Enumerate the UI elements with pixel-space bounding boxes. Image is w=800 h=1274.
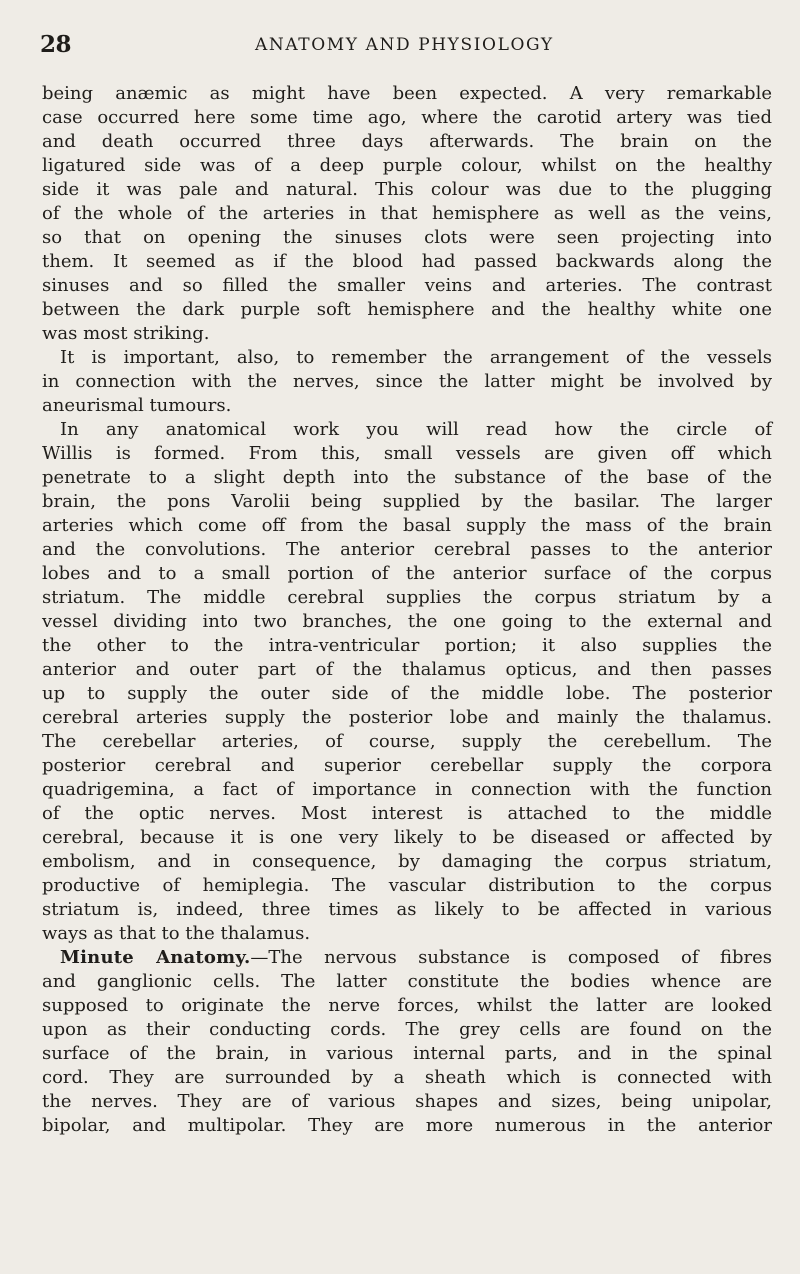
text-line: arteries which come off from the basal supply the mass of the brain bbox=[42, 515, 772, 536]
text-line: anterior and outer part of the thalamus opticus, and then passes bbox=[42, 659, 772, 680]
section-heading: Minute Anatomy. bbox=[60, 947, 251, 968]
text-line: embolism, and in consequence, by damaging the corpus striatum, bbox=[42, 851, 772, 872]
text-line: and the convolutions. The anterior cerebral passes to the anterior bbox=[42, 539, 772, 560]
text-line: striatum. The middle cerebral supplies the corpus striatum by a bbox=[42, 587, 772, 608]
text-line: upon as their conducting cords. The grey cells are found on the bbox=[42, 1019, 772, 1040]
text-line: of the optic nerves. Most interest is attached to the middle bbox=[42, 803, 772, 824]
paragraph-start-line: In any anatomical work you will read how the circle of bbox=[60, 419, 772, 440]
text-line: and death occurred three days afterwards. The brain on the bbox=[42, 131, 772, 152]
running-head bbox=[40, 28, 770, 62]
text-line: was most striking. bbox=[42, 323, 210, 344]
text-line: vessel dividing into two branches, the one going to the external and bbox=[42, 611, 772, 632]
text-line: aneurismal tumours. bbox=[42, 395, 232, 416]
text-line: them. It seemed as if the blood had passed backwards along the bbox=[42, 251, 772, 272]
text-line: the nerves. They are of various shapes and sizes, being unipolar, bbox=[42, 1091, 772, 1112]
running-title: ANATOMY AND PHYSIOLOGY bbox=[255, 35, 554, 55]
body-text bbox=[42, 82, 772, 1138]
text-line: ligatured side was of a deep purple colour, whilst on the healthy bbox=[42, 155, 772, 176]
text-line: bipolar, and multipolar. They are more numerous in the anterior bbox=[42, 1115, 772, 1136]
text-line: cord. They are surrounded by a sheath which is connected with bbox=[42, 1067, 772, 1088]
section-first-line bbox=[42, 946, 772, 970]
text-line: supposed to originate the nerve forces, whilst the latter are looked bbox=[42, 995, 772, 1016]
text-line: productive of hemiplegia. The vascular distribution to the corpus bbox=[42, 875, 772, 896]
text-line: penetrate to a slight depth into the substance of the base of the bbox=[42, 467, 772, 488]
text-line: in connection with the nerves, since the latter might be involved by bbox=[42, 371, 772, 392]
text-line: brain, the pons Varolii being supplied by the basilar. The larger bbox=[42, 491, 772, 512]
text-line: side it was pale and natural. This colour was due to the plugging bbox=[42, 179, 772, 200]
text-line: case occurred here some time ago, where the carotid artery was tied bbox=[42, 107, 772, 128]
text-line: Willis is formed. From this, small vessels are given off which bbox=[42, 443, 772, 464]
text-line: between the dark purple soft hemisphere and the healthy white one bbox=[42, 299, 772, 320]
text-line: and ganglionic cells. The latter constitute the bodies whence are bbox=[42, 971, 772, 992]
section-first-line-text: —The nervous substance is composed of fibres bbox=[250, 947, 772, 968]
text-line: so that on opening the sinuses clots were seen projecting into bbox=[42, 227, 772, 248]
text-line: posterior cerebral and superior cerebellar supply the corpora bbox=[42, 755, 772, 776]
text-line: quadrigemina, a fact of importance in connection with the function bbox=[42, 779, 772, 800]
page-number: 28 bbox=[40, 31, 72, 58]
paragraph-start-line: It is important, also, to remember the arrangement of the vessels bbox=[60, 347, 772, 368]
text-line: ways as that to the thalamus. bbox=[42, 923, 311, 944]
text-line: being anæmic as might have been expected. A very remarkable bbox=[42, 83, 772, 104]
text-line: surface of the brain, in various internal parts, and in the spinal bbox=[42, 1043, 772, 1064]
text-line: sinuses and so filled the smaller veins and arteries. The contrast bbox=[42, 275, 772, 296]
text-line: of the whole of the arteries in that hemisphere as well as the veins, bbox=[42, 203, 772, 224]
text-line: the other to the intra-ventricular portion; it also supplies the bbox=[42, 635, 772, 656]
text-line: The cerebellar arteries, of course, supply the cerebellum. The bbox=[42, 731, 772, 752]
text-line: lobes and to a small portion of the anterior surface of the corpus bbox=[42, 563, 772, 584]
text-line: cerebral arteries supply the posterior lobe and mainly the thalamus. bbox=[42, 707, 772, 728]
text-line: cerebral, because it is one very likely to be diseased or affected by bbox=[42, 827, 772, 848]
text-line: striatum is, indeed, three times as likely to be affected in various bbox=[42, 899, 772, 920]
text-line: up to supply the outer side of the middle lobe. The posterior bbox=[42, 683, 772, 704]
